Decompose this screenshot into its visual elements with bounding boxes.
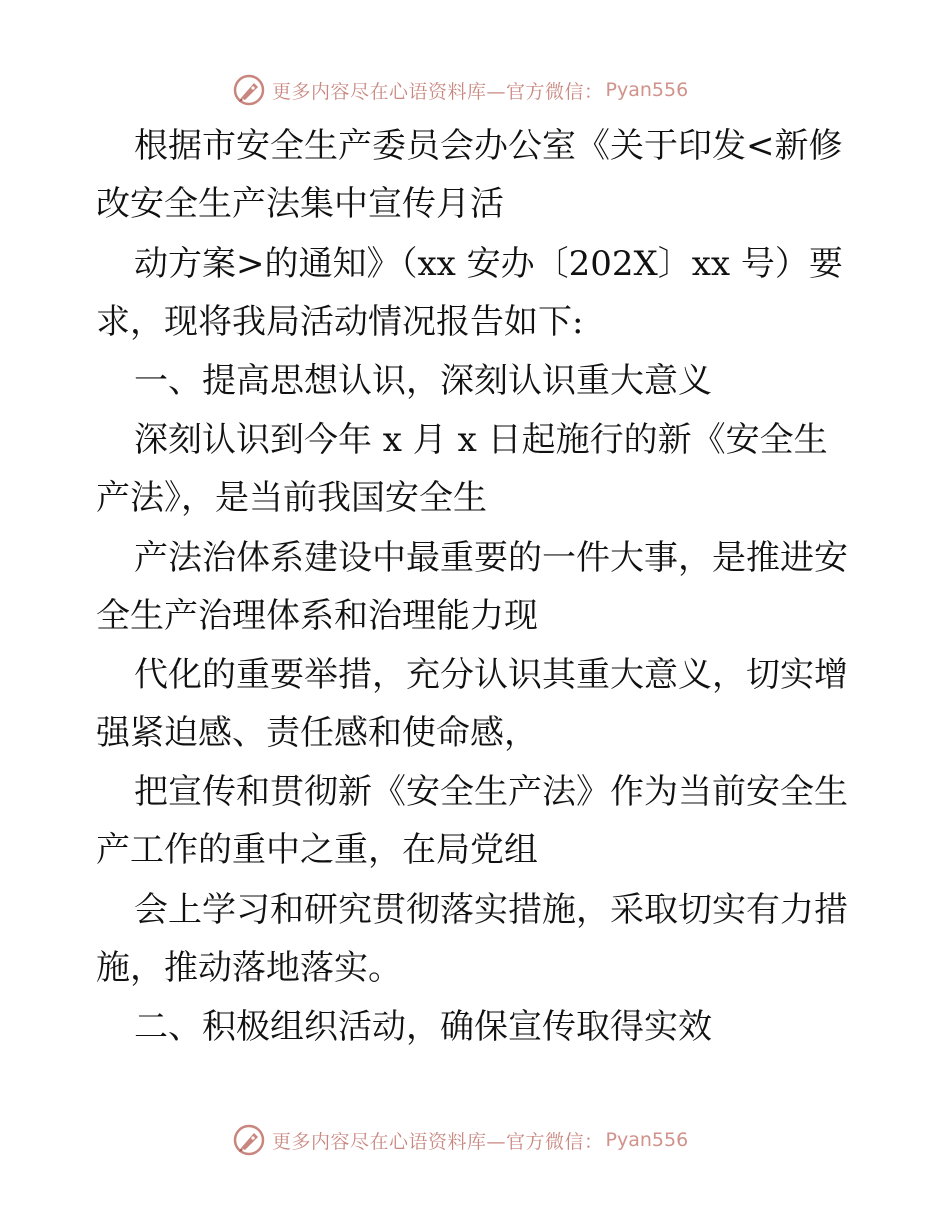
paragraph-line: 动方案>的通知》（xx 安办〔202X〕xx 号）要 <box>134 244 843 284</box>
header-watermark <box>232 70 732 110</box>
pen-nib-logo-icon <box>232 1123 266 1157</box>
footer-watermark <box>232 1120 732 1160</box>
pen-nib-logo-icon <box>232 73 266 107</box>
paragraph-line: 求，现将我局活动情况报告如下: <box>96 302 584 342</box>
paragraph-line: 会上学习和研究贯彻落实措施，采取切实有力措 <box>134 890 848 930</box>
paragraph-line: 产工作的重中之重，在局党组 <box>96 830 538 870</box>
paragraph-line: 产法治体系建设中最重要的一件大事，是推进安 <box>134 538 848 578</box>
paragraph-line: 改安全生产法集中宣传月活 <box>96 184 504 224</box>
paragraph-line: 根据市安全生产委员会办公室《关于印发<新修 <box>134 126 843 166</box>
watermark-text: 更多内容尽在心语资料库—官方微信： <box>272 80 604 103</box>
section-heading: 一、提高思想认识，深刻认识重大意义 <box>134 361 712 401</box>
watermark-text: 更多内容尽在心语资料库—官方微信： <box>272 1130 604 1153</box>
paragraph-line: 全生产治理体系和治理能力现 <box>96 596 538 636</box>
paragraph-line: 产法》，是当前我国安全生 <box>96 478 487 518</box>
paragraph-line: 代化的重要举措，充分认识其重大意义，切实增 <box>134 655 848 695</box>
paragraph-line: 强紧迫感、责任感和使命感， <box>96 713 538 753</box>
section-heading: 二、积极组织活动，确保宣传取得实效 <box>134 1007 712 1047</box>
paragraph-line: 把宣传和贯彻新《安全生产法》作为当前安全生 <box>134 772 848 812</box>
wechat-id: Pyan556 <box>605 1129 689 1151</box>
wechat-id: Pyan556 <box>605 79 689 101</box>
paragraph-line: 深刻认识到今年 x 月 x 日起施行的新《安全生 <box>134 420 828 460</box>
paragraph-line: 施，推动落地落实。 <box>96 948 402 988</box>
